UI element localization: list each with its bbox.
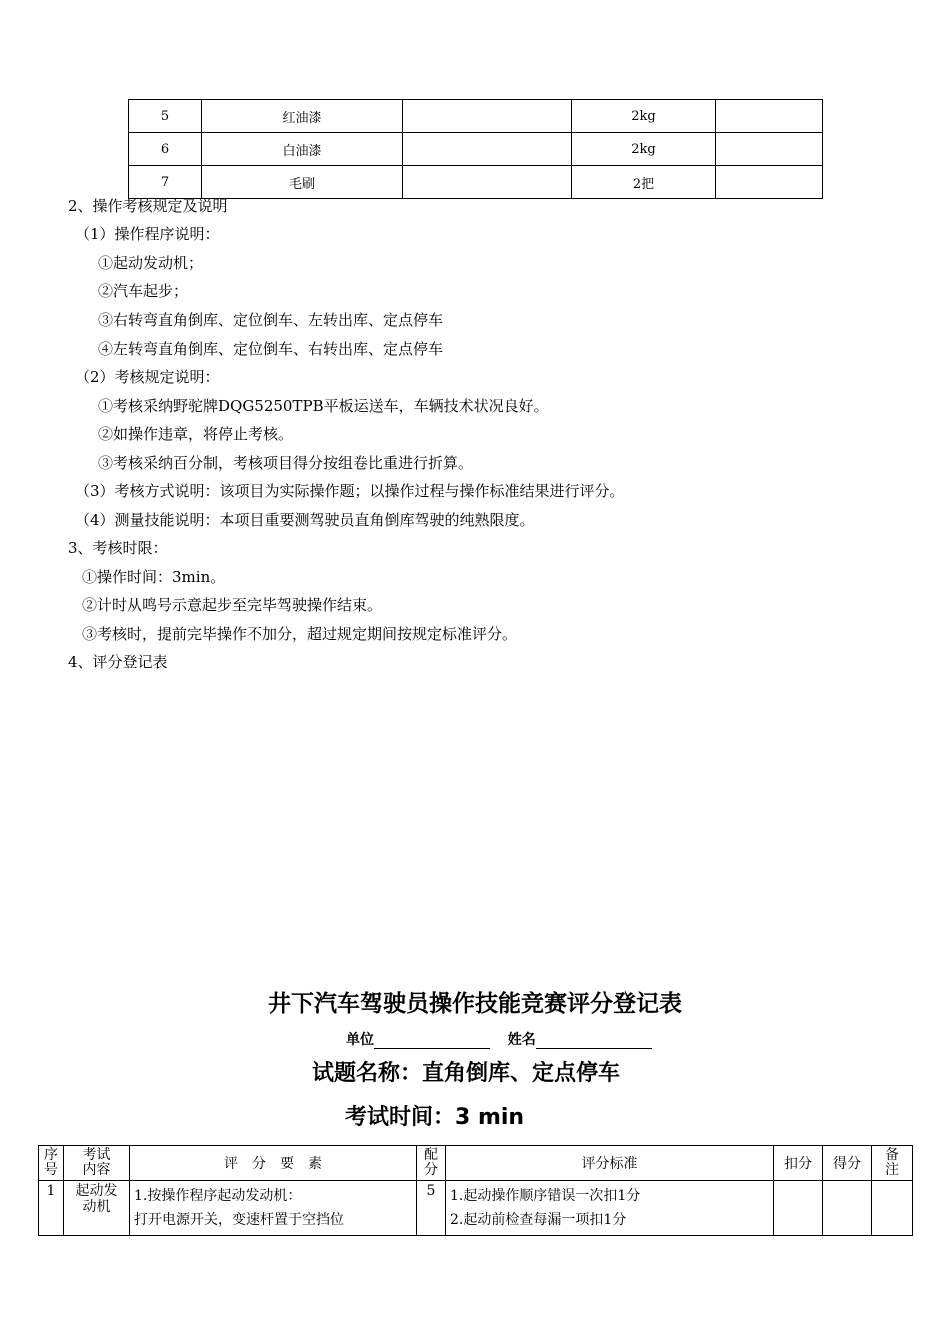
row-elements: [130, 1181, 417, 1236]
cell-name: 红油漆: [202, 100, 403, 133]
unit-name-row: [346, 1029, 652, 1049]
list-item: ③考核采纳百分制，考核项目得分按组卷比重进行折算。: [98, 454, 474, 472]
elements-line: 1.按操作程序起动发动机：: [134, 1188, 302, 1204]
cell-name: 毛刷: [202, 166, 403, 199]
header-standard: 评分标准: [446, 1146, 774, 1181]
elements-line: 打开电源开关，变速杆置于空挡位: [134, 1212, 344, 1228]
cell-spec: [403, 100, 572, 133]
list-item: ③右转弯直角倒库、定位倒车、左转出库、定点停车: [98, 311, 444, 329]
header-deduct: 扣分: [774, 1146, 823, 1181]
row-remark[interactable]: [872, 1181, 913, 1236]
list-item: ④左转弯直角倒库、定位倒车、右转出库、定点停车: [98, 340, 444, 358]
cell-qty: 2把: [572, 166, 716, 199]
name-label: 姓名: [507, 1032, 536, 1048]
header-content: 考试内容: [64, 1146, 130, 1181]
header-remark: 备注: [872, 1146, 913, 1181]
unit-field[interactable]: [374, 1034, 490, 1049]
header-elements: 评 分 要 素: [130, 1146, 417, 1181]
list-item: ②汽车起步；: [98, 282, 189, 300]
cell-no: 7: [129, 166, 202, 199]
table-row: [129, 100, 823, 133]
table-row: [129, 133, 823, 166]
header-no: 序号: [39, 1146, 64, 1181]
row-standard: [446, 1181, 774, 1236]
exam-time: 考试时间：3 min: [345, 1105, 525, 1130]
cell-no: 6: [129, 133, 202, 166]
materials-table: [128, 99, 823, 199]
cell-spec: [403, 133, 572, 166]
subsection-heading: （2）考核规定说明：: [75, 368, 220, 386]
subsection-heading: （4）测量技能说明：本项目重要测驾驶员直角倒库驾驶的纯熟限度。: [75, 511, 535, 529]
cell-note: [716, 133, 823, 166]
cell-note: [716, 166, 823, 199]
section-heading: 4、评分登记表: [68, 653, 168, 671]
row-content: 起动发动机: [64, 1181, 130, 1236]
section-heading: 3、考核时限：: [68, 539, 168, 557]
list-item: ②计时从鸣号示意起步至完毕驾驶操作结束。: [82, 596, 383, 614]
cell-qty: 2kg: [572, 100, 716, 133]
cell-note: [716, 100, 823, 133]
score-table: [38, 1145, 913, 1236]
cell-no: 5: [129, 100, 202, 133]
cell-name: 白油漆: [202, 133, 403, 166]
list-item: ①操作时间：3min。: [82, 568, 226, 586]
unit-label: 单位: [346, 1032, 374, 1048]
subsection-heading: （1）操作程序说明：: [75, 225, 220, 243]
form-title: 井下汽车驾驶员操作技能竞赛评分登记表: [268, 991, 682, 1017]
cell-qty: 2kg: [572, 133, 716, 166]
header-points: 配分: [417, 1146, 446, 1181]
list-item: ①起动发动机；: [98, 254, 204, 272]
section-heading: 2、操作考核规定及说明: [68, 197, 228, 215]
header-score: 得分: [823, 1146, 872, 1181]
row-no: 1: [39, 1181, 64, 1236]
standard-line: 2.起动前检查每漏一项扣1分: [450, 1212, 627, 1228]
row-points: 5: [417, 1181, 446, 1236]
list-item: ①考核采纳野驼牌DQG5250TPB平板运送车，车辆技术状况良好。: [98, 397, 549, 415]
table-header-row: [39, 1146, 913, 1181]
cell-spec: [403, 166, 572, 199]
table-row: [129, 166, 823, 199]
row-score[interactable]: [823, 1181, 872, 1236]
name-field[interactable]: [536, 1034, 652, 1049]
row-deduct[interactable]: [774, 1181, 823, 1236]
subsection-heading: （3）考核方式说明：该项目为实际操作题；以操作过程与操作标准结果进行评分。: [75, 482, 625, 500]
list-item: ③考核时，提前完毕操作不加分，超过规定期间按规定标准评分。: [82, 625, 518, 643]
table-row: [39, 1181, 913, 1236]
standard-line: 1.起动操作顺序错误一次扣1分: [450, 1188, 641, 1204]
list-item: ②如操作违章，将停止考核。: [98, 425, 294, 443]
subject-title: 试题名称：直角倒库、定点停车: [312, 1061, 621, 1086]
